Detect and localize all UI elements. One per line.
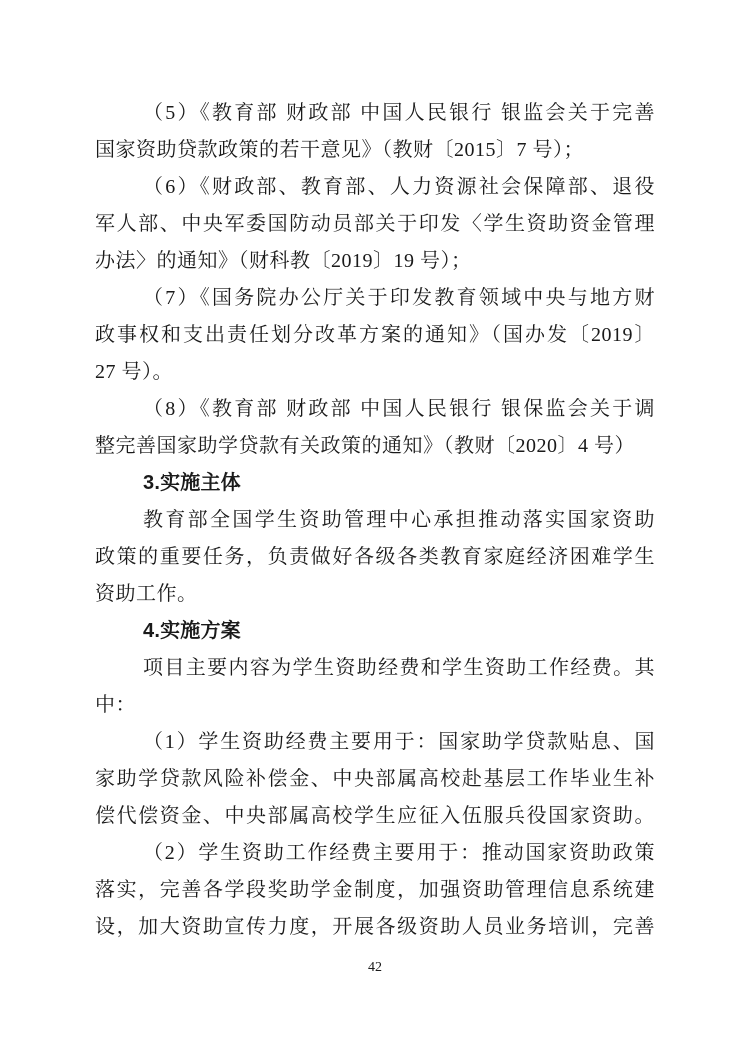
section-heading: 3.实施主体: [143, 472, 241, 494]
text-line: 项目主要内容为学生资助经费和学生资助工作经费。其: [143, 657, 655, 679]
text-line: 资助工作。: [95, 583, 198, 605]
text-line: 中：: [95, 694, 136, 716]
text-line: 设，加大资助宣传力度，开展各级资助人员业务培训，完善: [95, 916, 655, 938]
text-line: （1）学生资助经费主要用于：国家助学贷款贴息、国: [143, 731, 655, 753]
text-line: 国家资助贷款政策的若干意见》（教财〔2015〕7 号）；: [95, 139, 584, 161]
section-heading: 4.实施方案: [143, 620, 241, 642]
text-line: 落实，完善各学段奖助学金制度，加强资助管理信息系统建: [95, 879, 655, 901]
text-line: 教育部全国学生资助管理中心承担推动落实国家资助: [143, 509, 655, 531]
text-lines: [95, 95, 655, 946]
text-line: （8）《教育部 财政部 中国人民银行 银保监会关于调: [143, 398, 655, 420]
text-line: 政策的重要任务，负责做好各级各类教育家庭经济困难学生: [95, 546, 655, 568]
text-line: 办法〉的通知》（财科教〔2019〕19 号）；: [95, 250, 472, 272]
text-line: 军人部、中央军委国防动员部关于印发〈学生资助资金管理: [95, 213, 655, 235]
page-number: 42: [368, 960, 382, 975]
text-line: （7）《国务院办公厅关于印发教育领域中央与地方财: [143, 287, 655, 309]
text-line: 整完善国家助学贷款有关政策的通知》（教财〔2020〕4 号）: [95, 435, 635, 457]
text-line: 家助学贷款风险补偿金、中央部属高校赴基层工作毕业生补: [95, 768, 655, 790]
text-line: （2）学生资助工作经费主要用于：推动国家资助政策: [143, 842, 655, 864]
text-line: 偿代偿资金、中央部属高校学生应征入伍服兵役国家资助。: [95, 805, 655, 827]
text-line: 政事权和支出责任划分改革方案的通知》（国办发〔2019〕: [95, 324, 655, 346]
text-line: （6）《财政部、教育部、人力资源社会保障部、退役: [143, 176, 655, 198]
text-line: 27 号）。: [95, 361, 173, 383]
text-line: （5）《教育部 财政部 中国人民银行 银监会关于完善: [143, 102, 655, 124]
page-footer: [0, 958, 750, 976]
